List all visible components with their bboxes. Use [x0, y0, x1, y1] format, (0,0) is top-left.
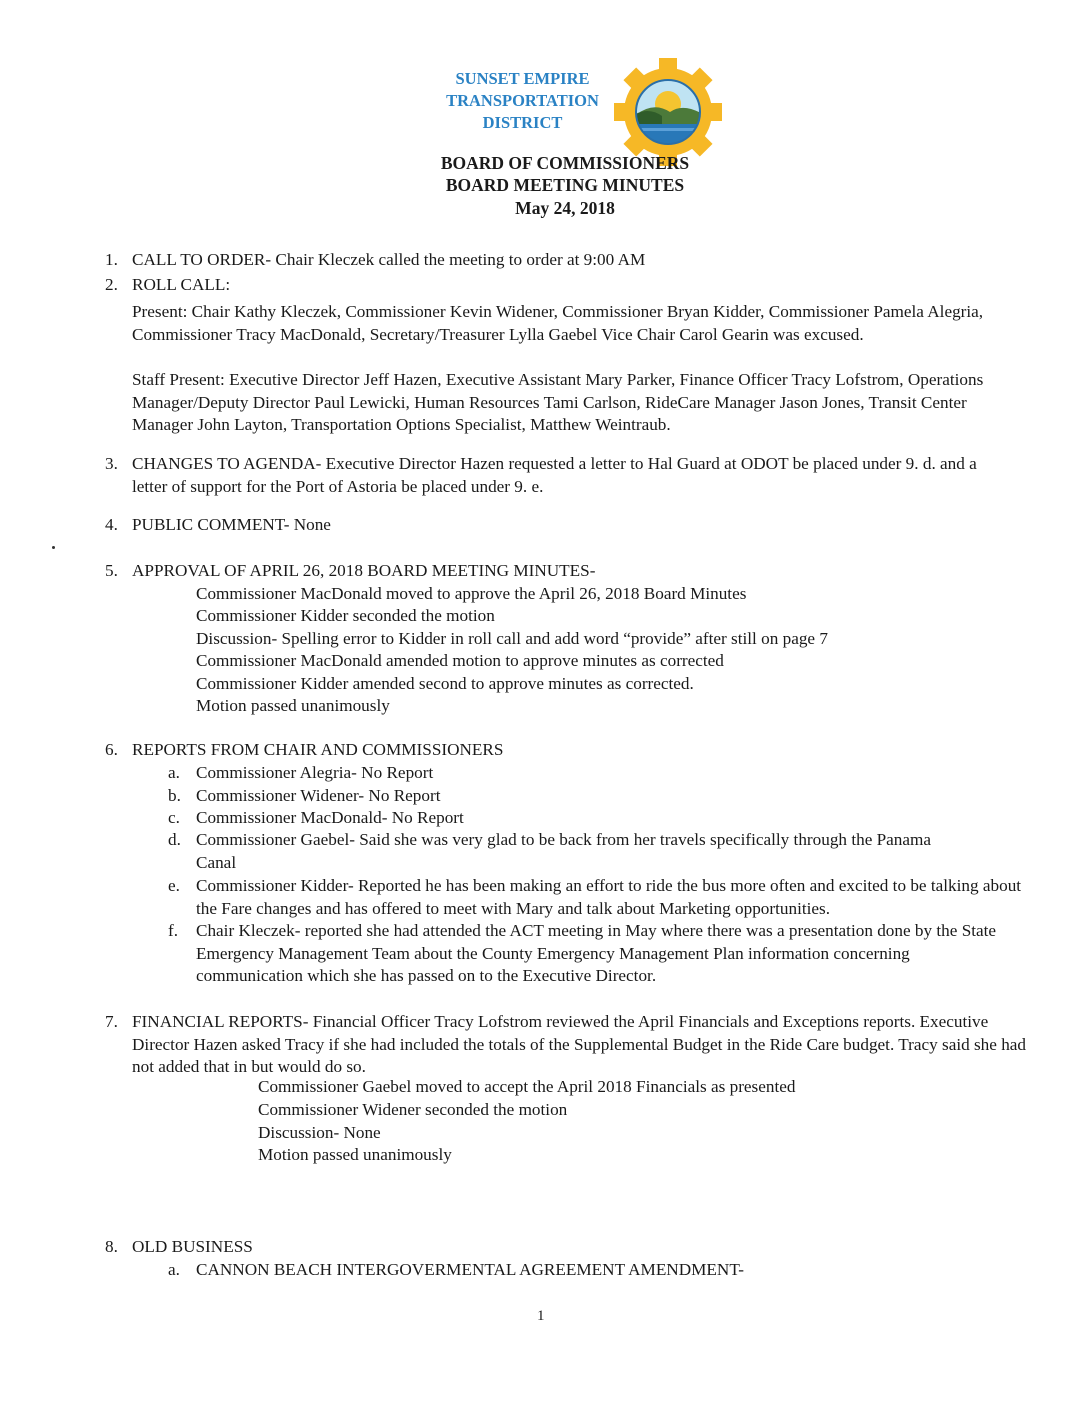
old-business-heading: OLD BUSINESS — [132, 1237, 253, 1256]
meeting-date: May 24, 2018 — [515, 198, 615, 218]
report-item: Commissioner Widener- No Report — [196, 786, 441, 805]
financial-line: Commissioner Widener seconded the motion — [258, 1100, 568, 1119]
item-4-number: 4. — [105, 515, 118, 534]
sub-letter: e. — [168, 876, 180, 895]
item-6-number: 6. — [105, 740, 118, 759]
sub-letter: b. — [168, 786, 181, 805]
report-item: Commissioner Alegria- No Report — [196, 763, 434, 782]
public-comment: PUBLIC COMMENT- None — [132, 515, 331, 534]
roll-call-heading: ROLL CALL: — [132, 275, 231, 294]
financial-line: Commissioner Gaebel moved to accept the April 2018 Financials as presented — [258, 1077, 796, 1096]
report-item: Commissioner Kidder- Reported he has been making an effort to ride the bus more often and excited to be talking about the Fare changes and has offered to meet with Mary and talk about Marketing opportunities. — [196, 876, 1022, 918]
logo-line-2: TRANSPORTATION — [446, 91, 599, 110]
logo-line-1: SUNSET EMPIRE — [455, 69, 590, 88]
approval-line: Discussion- Spelling error to Kidder in roll call and add word “provide” after still on page 7 — [196, 629, 828, 648]
call-to-order: CALL TO ORDER- Chair Kleczek called the meeting to order at 9:00 AM — [132, 250, 646, 269]
item-3-number: 3. — [105, 454, 118, 473]
reports-heading: REPORTS FROM CHAIR AND COMMISSIONERS — [132, 740, 504, 759]
approval-line: Commissioner MacDonald moved to approve the April 26, 2018 Board Minutes — [196, 584, 747, 603]
item-1-number: 1. — [105, 250, 118, 269]
report-item: Commissioner Gaebel- Said she was very glad to be back from her travels specifically through the Panama Canal — [196, 830, 932, 872]
changes-to-agenda: CHANGES TO AGENDA- Executive Director Hazen requested a letter to Hal Guard at ODOT be placed under 9. d. and a letter of support for the Port of Astoria be placed under 9. e. — [132, 454, 977, 496]
minutes-title: BOARD MEETING MINUTES — [445, 175, 685, 195]
district-logo-text — [425, 68, 620, 134]
sub-letter: a. — [168, 763, 180, 782]
sub-letter: d. — [168, 830, 181, 849]
approval-line: Commissioner Kidder seconded the motion — [196, 606, 495, 625]
item-7-number: 7. — [105, 1012, 118, 1031]
logo-line-3: DISTRICT — [482, 113, 563, 132]
sub-letter: c. — [168, 808, 180, 827]
stray-mark — [52, 546, 55, 549]
roll-call-staff: Staff Present: Executive Director Jeff Hazen, Executive Assistant Mary Parker, Finance Officer Tracy Lofstrom, Operations Manager/Deputy Director Paul Lewicki, Human Resources Tami Carlson, RideCare Manager Jason Jones, Transit Center Manager John Layton, Transportation Options Specialist, Matthew Weintraub. — [132, 370, 984, 434]
report-item: Chair Kleczek- reported she had attended the ACT meeting in May where there was a presentation done by the State Emergency Management Team about the County Emergency Management Plan information concerning communication which she has passed on to the Executive Director. — [196, 921, 997, 985]
financial-line: Discussion- None — [258, 1123, 381, 1142]
approval-minutes-heading: APPROVAL OF APRIL 26, 2018 BOARD MEETING MINUTES- — [132, 561, 596, 580]
financial-reports: FINANCIAL REPORTS- Financial Officer Tracy Lofstrom reviewed the April Financials and Exceptions reports. Executive Director Hazen asked Tracy if she had included the totals of the Supplemental Budget in the Ride Care budget. Tracy said she had not added that in but would do so. — [132, 1012, 1027, 1076]
financial-line: Motion passed unanimously — [258, 1145, 452, 1164]
board-title: BOARD OF COMMISSIONERS — [440, 153, 690, 173]
approval-line: Commissioner Kidder amended second to approve minutes as corrected. — [196, 674, 694, 693]
approval-line: Motion passed unanimously — [196, 696, 390, 715]
report-item: Commissioner MacDonald- No Report — [196, 808, 464, 827]
sub-letter: f. — [168, 921, 179, 940]
page-number: 1 — [537, 1308, 545, 1324]
old-business-item: CANNON BEACH INTERGOVERMENTAL AGREEMENT AMENDMENT- — [196, 1260, 744, 1279]
roll-call-present: Present: Chair Kathy Kleczek, Commissioner Kevin Widener, Commissioner Bryan Kidder, Commissioner Pamela Alegria, Commissioner Tracy MacDonald, Secretary/Treasurer Lylla Gaebel Vice Chair Carol Gearin was excused. — [132, 302, 984, 344]
item-5-number: 5. — [105, 561, 118, 580]
item-2-number: 2. — [105, 275, 118, 294]
approval-line: Commissioner MacDonald amended motion to approve minutes as corrected — [196, 651, 724, 670]
sub-letter: a. — [168, 1260, 180, 1279]
item-8-number: 8. — [105, 1237, 118, 1256]
